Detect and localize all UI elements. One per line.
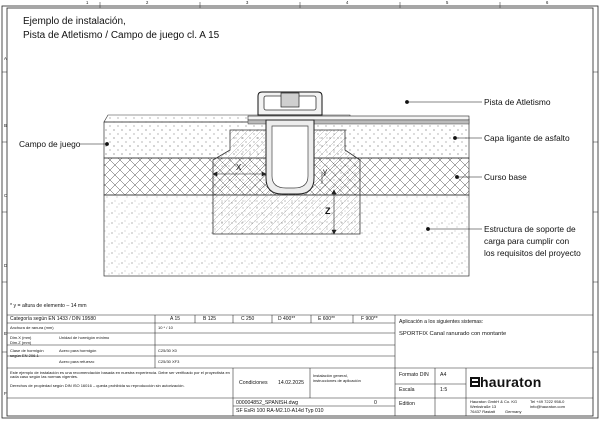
callout-pista: Pista de Atletismo — [484, 97, 551, 107]
row-clase-label-2: según EN 206-1 — [10, 353, 39, 358]
contact-phone: Tel +49 7222 958-0 — [530, 399, 565, 404]
callout-estructura-1: Estructura de soporte de — [484, 224, 576, 234]
row-clase-label-1: Clase de hormigón — [10, 348, 44, 353]
disclaimer: Este ejemplo de instalación es una recomendación basada en nuestra experiencia. Debe ser verificado por el proyectista en cada caso según las normas vigentes. — [10, 370, 230, 380]
installation-cross-section — [104, 92, 469, 276]
dimension-x: X — [236, 163, 242, 172]
address-line-2: Werkstraße 13 — [470, 404, 497, 409]
condiciones-date: 14.02.2025 — [278, 380, 304, 386]
column-label-4: 4 — [346, 0, 349, 5]
class-c250: C 250 — [241, 316, 255, 322]
hauraton-logo-text: hauraton — [480, 374, 542, 390]
address-line-3: 76437 Rastatt — [470, 409, 495, 414]
row-dim-label-1: Dim.X (mm) — [10, 335, 32, 340]
row-label-d: D — [4, 263, 8, 268]
row-label-e: E — [4, 331, 7, 336]
instalacion-2: instrucciones de aplicación — [313, 378, 361, 383]
hauraton-logo-mark — [470, 377, 480, 387]
column-label-2: 2 — [146, 0, 149, 5]
class-b125: B 125 — [203, 316, 217, 322]
condiciones-label: Condiciones — [239, 380, 268, 386]
row-label-c: C — [4, 193, 8, 198]
row-label-b: B — [4, 123, 7, 128]
row-clase-value-2: Acero para refuerzo — [59, 359, 95, 364]
class-d400: D 400** — [278, 316, 296, 322]
file-revision: 0 — [374, 400, 377, 406]
class-f900: F 900** — [361, 316, 378, 322]
file-name: 000004852_SPANISH.dwg — [236, 400, 299, 406]
drawing-id: SF EsRi 100 RA-M2.10-A14d Typ 010 — [236, 408, 324, 414]
aplicacion-value: SPORTFIX Canal ranurado con montante — [399, 331, 507, 337]
column-label-5: 5 — [446, 0, 449, 5]
callout-capa: Capa ligante de asfalto — [484, 133, 570, 143]
class-e600: E 600** — [318, 316, 335, 322]
row-clase-value-1: Acero para hormigón — [59, 348, 97, 353]
callout-estructura-2: carga para cumplir con — [484, 236, 570, 246]
escala-value: 1:5 — [440, 387, 448, 393]
contact-email: info@hauraton.com — [530, 404, 565, 409]
instalacion-1: Instalación general, — [313, 373, 348, 378]
row-dim-label-2: Dim.Z (mm) — [10, 340, 32, 345]
disclaimer-2: Derechos de propiedad según DIN ISO 16016 – queda prohibida su reproducción sin autorización. — [10, 383, 185, 388]
row-label-f: F — [4, 391, 7, 396]
footnote: * y = altura de elemento – 14 mm — [10, 303, 87, 309]
table-header-label: Categoría según EN 1433 / DIN 19580 — [10, 316, 96, 322]
row-clase-code-1: C25/30 X0 — [158, 348, 177, 353]
class-a15: A 15 — [170, 316, 181, 322]
address-line-4: Germany — [505, 409, 522, 414]
address-line-1: Hauraton GmbH & Co. KG — [470, 399, 518, 404]
row-clase-code-2: C25/30 XF3 — [158, 359, 180, 364]
callout-campo: Campo de juego — [19, 139, 81, 149]
dimension-y: y — [323, 167, 327, 176]
dimension-z: Z — [325, 206, 331, 216]
row-ancho-value: 10 * / 10 — [158, 325, 173, 330]
row-label-a: A — [4, 56, 7, 61]
column-label-6: 6 — [546, 0, 549, 5]
column-label-3: 3 — [246, 0, 249, 5]
callout-estructura-3: los requisitos del proyecto — [484, 248, 581, 258]
formato-value: A4 — [440, 372, 447, 378]
row-dim-value: Unidad de hormigón mínimo — [59, 335, 110, 340]
title-line-1: Ejemplo de instalación, — [23, 16, 126, 27]
escala-label: Escala — [399, 387, 415, 393]
column-label-1: 1 — [86, 0, 89, 5]
edition-label: Edition — [399, 401, 415, 407]
row-ancho-label: Anchura de ranura (mm) — [10, 325, 54, 330]
title-line-2: Pista de Atletismo / Campo de juego cl. A 15 — [23, 30, 220, 41]
callout-curso: Curso base — [484, 172, 527, 182]
aplicacion-label: Aplicación a los siguientes sistemas: — [399, 319, 484, 325]
formato-label: Formato DIN — [399, 372, 429, 378]
